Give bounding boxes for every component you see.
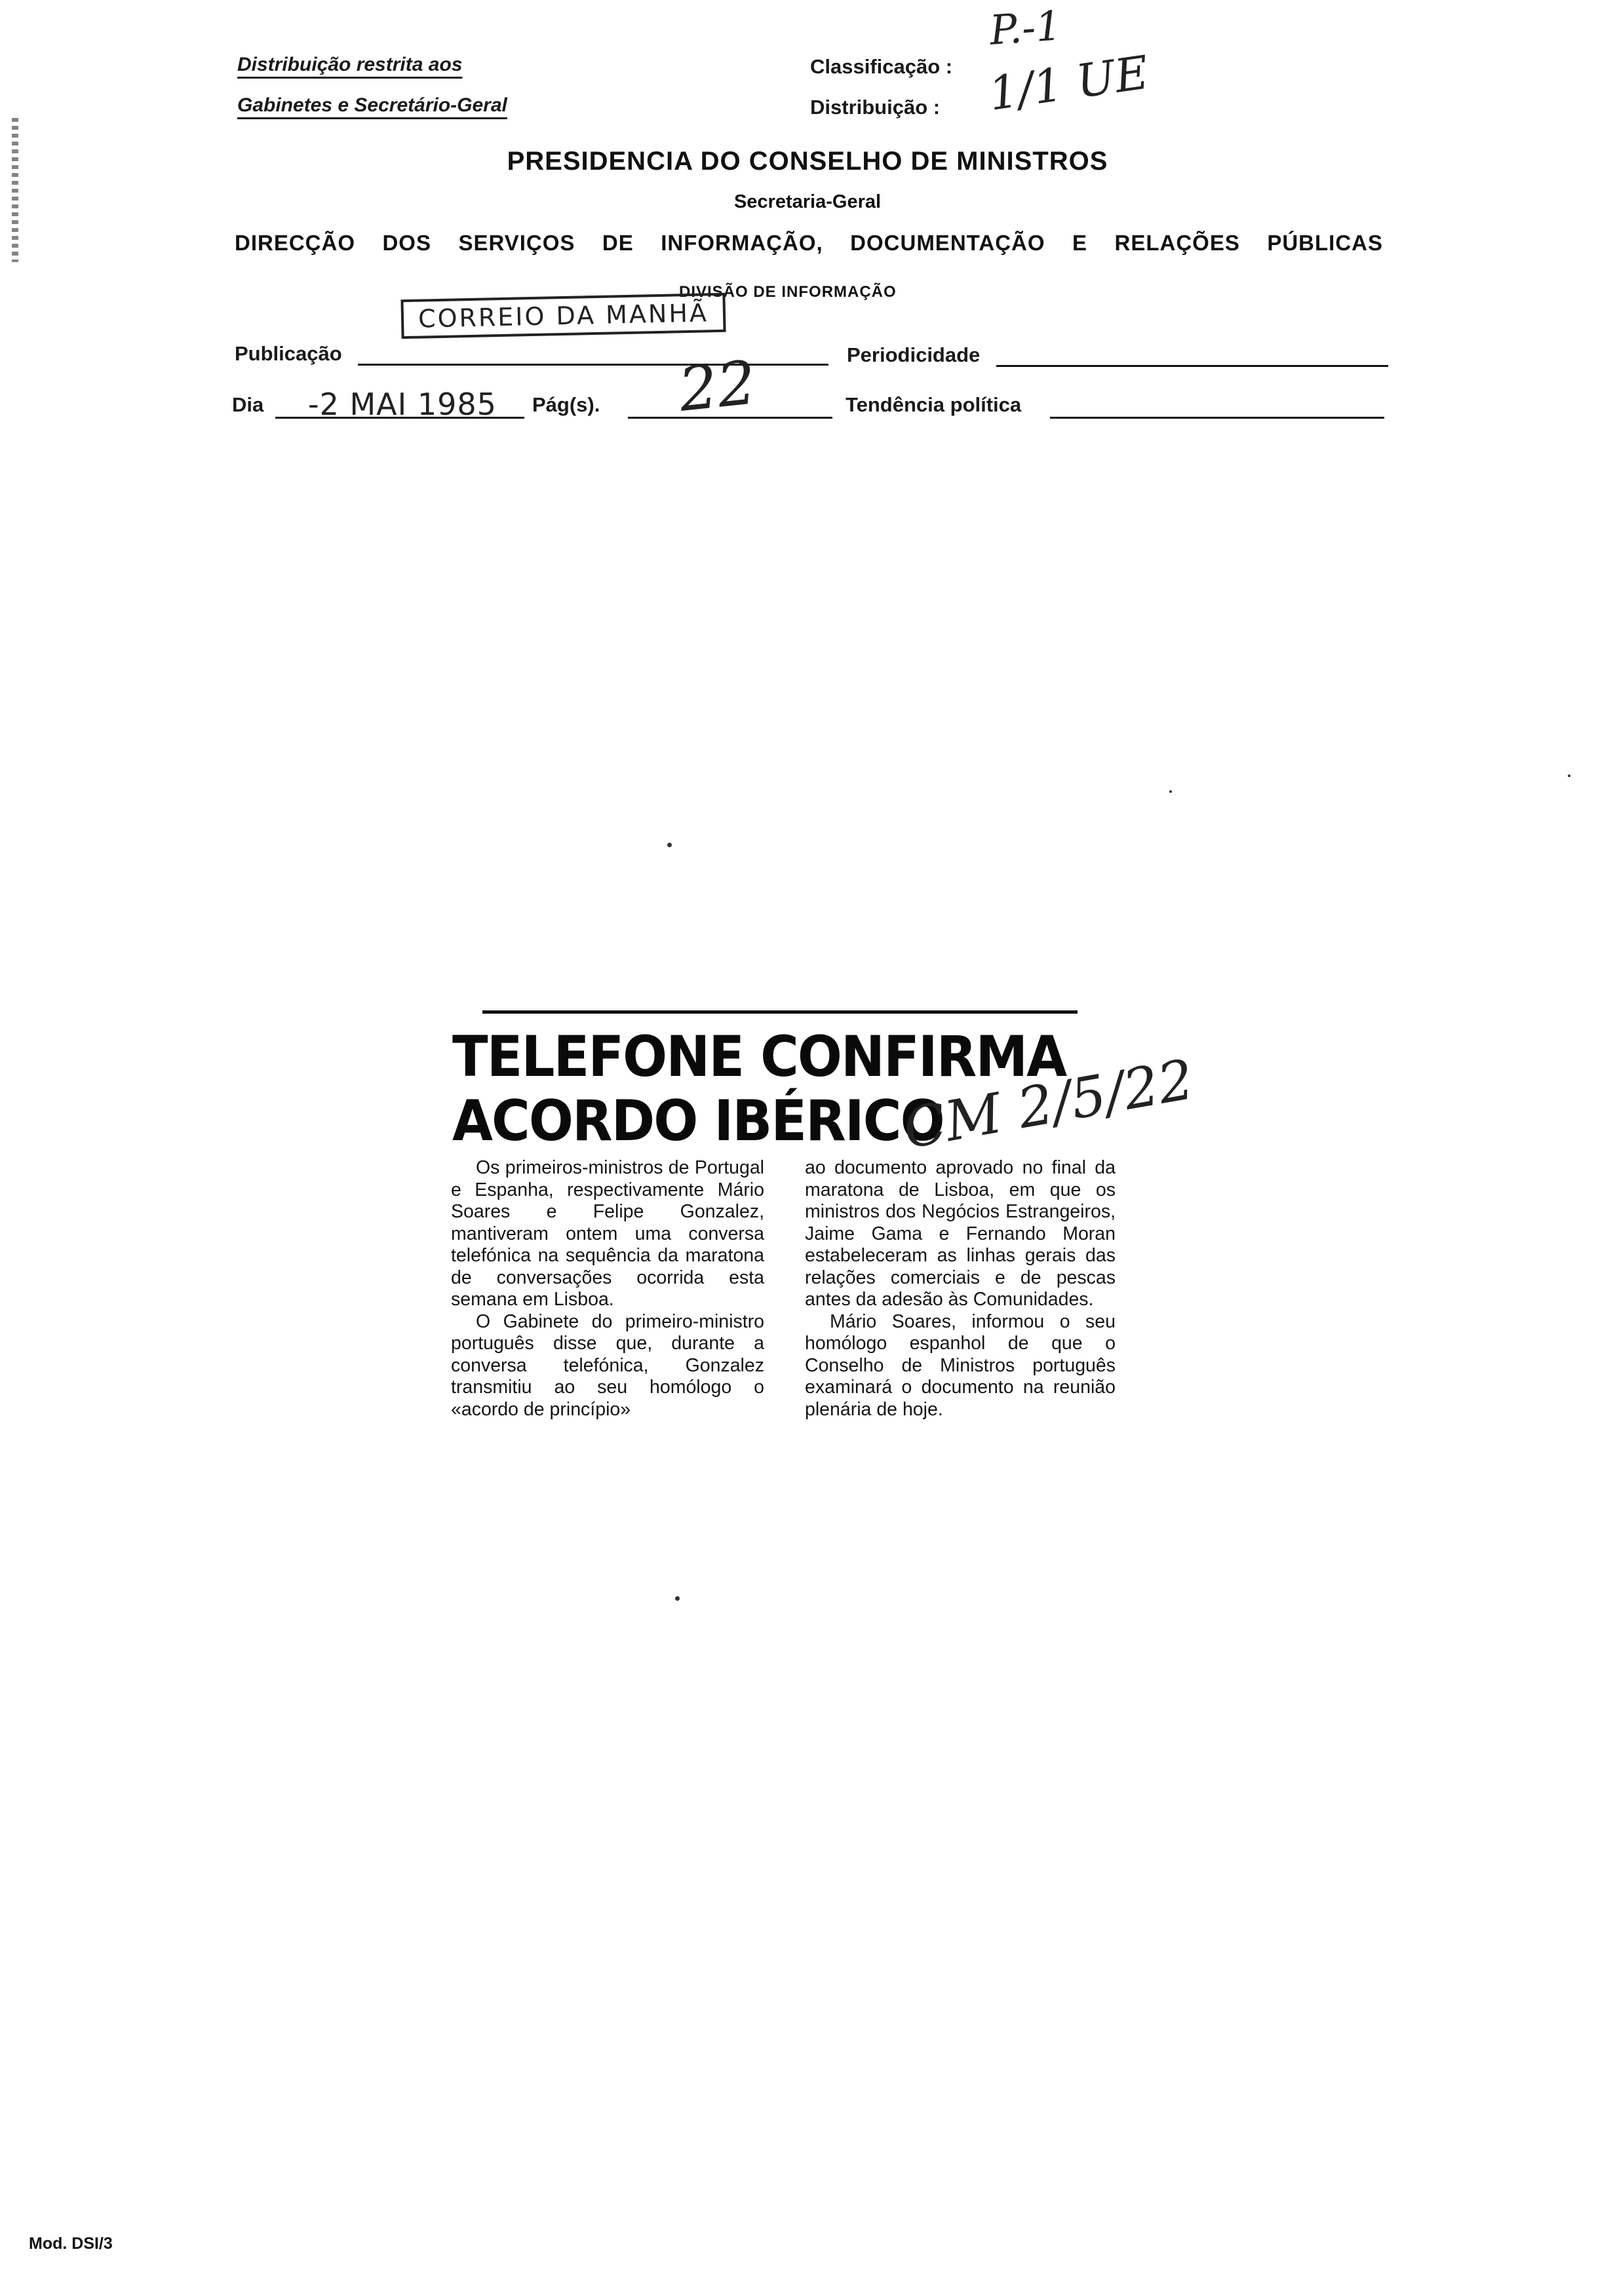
clipping-top-rule — [482, 1010, 1078, 1014]
periodicity-label: Periodicidade — [847, 343, 981, 366]
distribution-line-1: Distribuição restrita aos — [237, 54, 463, 75]
classification-label: Classificação : — [810, 55, 953, 78]
department-line: DIRECÇÃO DOS SERVIÇOS DE INFORMAÇÃO, DOCUMENTAÇÃO E RELAÇÕES PÚBLICAS — [235, 231, 1383, 255]
distribution-handwritten: 1/1 UE — [985, 45, 1152, 121]
article-paragraph: O Gabinete do primeiro-ministro português disse que, durante a conversa telefónica, Gonzalez transmitiu ao seu homólogo o «acordo de princípio» — [451, 1311, 764, 1420]
subtitle: Secretaria-Geral — [733, 191, 882, 212]
distribution-label: Distribuição : — [810, 96, 941, 119]
day-label: Dia — [232, 393, 264, 416]
article-column-2 — [805, 1157, 1116, 1421]
scan-speck — [1169, 790, 1172, 793]
publication-stamp: CORREIO DA MANHÃ — [400, 293, 726, 339]
scan-speck — [675, 1596, 680, 1601]
publication-label: Publicação — [235, 342, 342, 365]
division-label: DIVISÃO DE INFORMAÇÃO — [679, 283, 897, 301]
political-tendency-rule — [1050, 417, 1384, 419]
form-model-label: Mod. DSI/3 — [29, 2234, 113, 2253]
distribution-line-2: Gabinetes e Secretário-Geral — [237, 94, 507, 116]
margin-scan-mark — [12, 118, 18, 262]
headline-line-1: TELEFONE CONFIRMA — [452, 1024, 1066, 1090]
publication-rule — [358, 364, 828, 366]
article-column-1 — [451, 1157, 764, 1421]
article-paragraph: Mário Soares, informou o seu homólogo espanhol de que o Conselho de Ministros português examinará o documento na reunião plenária de hoje. — [805, 1311, 1116, 1420]
headline-line-2: ACORDO IBÉRICO — [452, 1088, 944, 1154]
scan-speck — [667, 843, 672, 847]
article-paragraph: ao documento aprovado no final da maratona de Lisboa, em que os ministros dos Negócios Estrangeiros, Jaime Gama e Fernando Moran estabeleceram as linhas gerais das relações comerciais e de pescas antes da adesão às Comunidades. — [805, 1157, 1116, 1310]
article-paragraph: Os primeiros-ministros de Portugal e Espanha, respectivamente Mário Soares e Felipe Gonzalez, mantiveram ontem uma conversa telefónica na sequência da maratona de conversações ocorrida esta semana em Lisboa. — [451, 1157, 764, 1310]
classification-handwritten: P.-1 — [988, 1, 1063, 54]
day-stamp: -2 MAI 1985 — [308, 387, 497, 422]
political-tendency-label: Tendência política — [846, 393, 1022, 416]
pages-label: Pág(s). — [532, 393, 600, 416]
main-title: PRESIDENCIA DO CONSELHO DE MINISTROS — [507, 147, 1108, 176]
pages-handwritten: 22 — [675, 347, 760, 425]
handwritten-note: CM 2/5/22 — [898, 1046, 1199, 1162]
scan-speck — [1568, 775, 1570, 777]
periodicity-rule — [996, 365, 1388, 367]
